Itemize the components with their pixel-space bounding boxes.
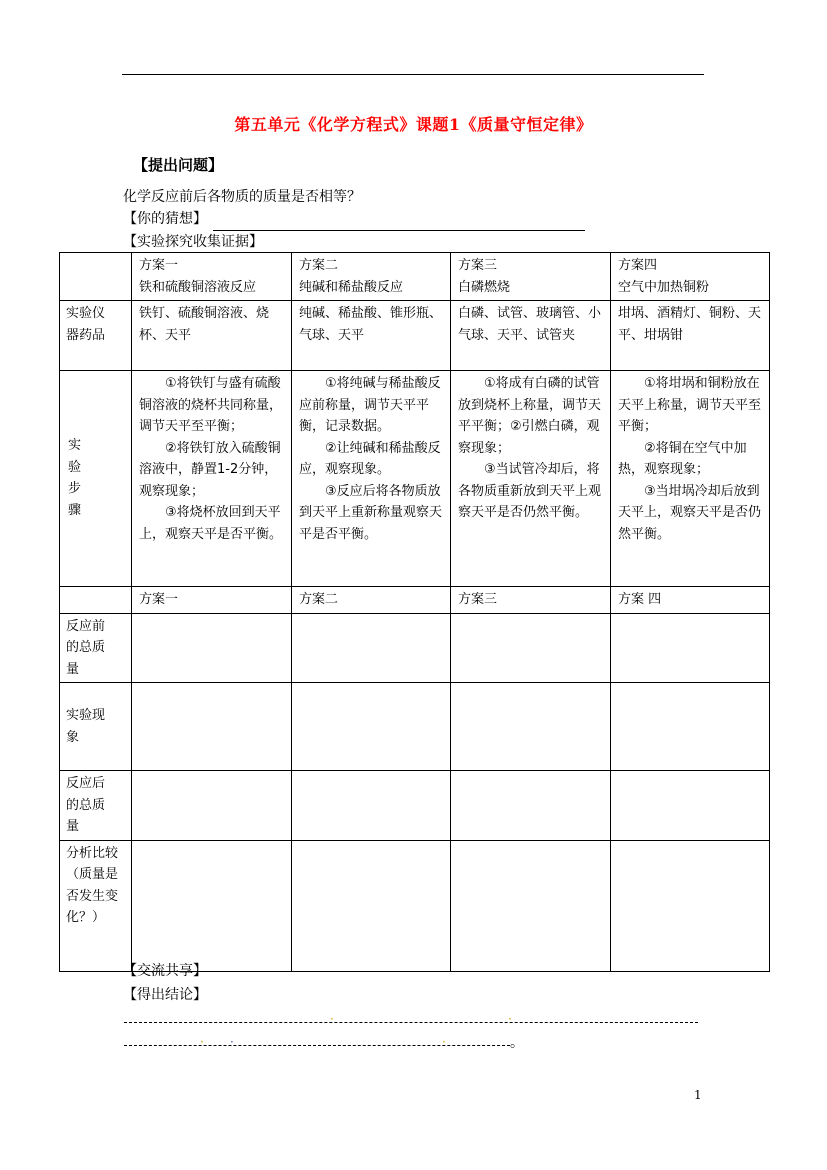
result-header-cell: 方案三 bbox=[451, 587, 611, 614]
row-label-analysis: 分析比较（质量是否发生变化？） bbox=[60, 840, 132, 971]
answer-cell[interactable] bbox=[292, 613, 451, 683]
plan-header-cell bbox=[451, 253, 611, 301]
table-corner-cell bbox=[60, 253, 132, 301]
header-rule bbox=[122, 74, 704, 75]
page-title: 第五单元《化学方程式》课题1《质量守恒定律》 bbox=[234, 115, 593, 134]
materials-cell: 白磷、试管、玻璃管、小气球、天平、试管夹 bbox=[451, 301, 611, 371]
mark-dot: · bbox=[442, 1035, 446, 1049]
plan-name: 方案三 bbox=[458, 258, 498, 273]
plan-header-cell bbox=[292, 253, 451, 301]
answer-cell[interactable] bbox=[611, 683, 770, 771]
answer-cell[interactable] bbox=[292, 840, 451, 971]
answer-cell[interactable] bbox=[451, 613, 611, 683]
answer-cell[interactable] bbox=[292, 771, 451, 841]
steps-cell: ①将成有白磷的试管放到烧杯上称量，调节天平平衡；②引燃白磷，观察现象； ③当试管冷却后，将各物质重新放到天平上观察天平是否仍然平衡。 bbox=[451, 371, 611, 587]
row-label-after-mass: 反应后的总质量 bbox=[60, 771, 132, 841]
answer-cell[interactable] bbox=[132, 771, 292, 841]
collect-evidence-label: 【实验探究收集证据】 bbox=[123, 234, 263, 250]
plan-description: 铁和硫酸铜溶液反应 bbox=[139, 279, 257, 295]
page-number: 1 bbox=[694, 1088, 702, 1102]
table-empty-cell bbox=[60, 587, 132, 614]
answer-cell[interactable] bbox=[132, 683, 292, 771]
steps-cell: ①将纯碱与稀盐酸反应前称量，调节天平平衡，记录数据。 ②让纯碱和稀盐酸反应，观察现象。 ③反应后将各物质放到天平上重新称量观察天平是否平衡。 bbox=[292, 371, 451, 587]
plan-description: 白磷燃烧 bbox=[458, 279, 511, 295]
table-row bbox=[60, 771, 770, 841]
mark-dot: · bbox=[508, 1012, 512, 1026]
answer-cell[interactable] bbox=[292, 683, 451, 771]
row-label-steps: 实验步骤 bbox=[60, 371, 132, 587]
result-header-cell: 方案一 bbox=[132, 587, 292, 614]
mark-dot: · bbox=[330, 1012, 334, 1026]
row-label-phenomenon: 实验现象 bbox=[60, 683, 132, 771]
table-row bbox=[60, 301, 770, 371]
answer-cell[interactable] bbox=[611, 771, 770, 841]
table-row bbox=[60, 683, 770, 771]
steps-cell: ①将铁钉与盛有硫酸铜溶液的烧杯共同称量，调节天平至平衡； ②将铁钉放入硫酸铜溶液中，静置1-2分钟，观察现象； ③将烧杯放回到天平上，观察天平是否平衡。 bbox=[132, 371, 292, 587]
plan-name: 方案二 bbox=[299, 258, 339, 273]
answer-cell[interactable] bbox=[132, 840, 292, 971]
materials-cell: 坩埚、酒精灯、铜粉、天平、坩埚钳 bbox=[611, 301, 770, 371]
answer-cell[interactable] bbox=[132, 613, 292, 683]
plan-name: 方案四 bbox=[618, 258, 658, 273]
question-text: 化学反应前后各物质的质量是否相等？ bbox=[123, 189, 361, 205]
answer-cell[interactable] bbox=[451, 683, 611, 771]
materials-cell: 纯碱、稀盐酸、锥形瓶、气球、天平 bbox=[292, 301, 451, 371]
experiment-table bbox=[59, 252, 770, 972]
result-header-cell: 方案二 bbox=[292, 587, 451, 614]
question-heading: 【提出问题】 bbox=[133, 156, 224, 174]
table-row bbox=[60, 613, 770, 683]
table-row bbox=[60, 587, 770, 614]
mark-dot: · bbox=[200, 1035, 204, 1049]
answer-cell[interactable] bbox=[611, 613, 770, 683]
plan-description: 空气中加热铜粉 bbox=[618, 279, 710, 295]
answer-cell[interactable] bbox=[451, 771, 611, 841]
row-label-before-mass: 反应前的总质量 bbox=[60, 613, 132, 683]
answer-cell[interactable] bbox=[451, 840, 611, 971]
materials-cell: 铁钉、硫酸铜溶液、烧杯、天平 bbox=[132, 301, 292, 371]
plan-name: 方案一 bbox=[139, 258, 179, 273]
plan-header-cell bbox=[132, 253, 292, 301]
table-row bbox=[60, 253, 770, 301]
mark-dot: · bbox=[230, 1035, 234, 1049]
guess-label: 【你的猜想】 bbox=[123, 211, 207, 227]
answer-cell[interactable] bbox=[611, 840, 770, 971]
plan-header-cell bbox=[611, 253, 770, 301]
guess-answer-line[interactable] bbox=[213, 230, 585, 231]
share-label: 【交流共享】 bbox=[123, 963, 207, 979]
conclusion-blank-line[interactable] bbox=[124, 1045, 510, 1046]
steps-cell: ①将坩埚和铜粉放在天平上称量，调节天平至平衡； ②将铜在空气中加热，观察现象； ③当坩埚冷却后放到天平上，观察天平是否仍然平衡。 bbox=[611, 371, 770, 587]
conclusion-blank-line[interactable] bbox=[124, 1022, 698, 1023]
conclusion-label: 【得出结论】 bbox=[123, 987, 207, 1003]
plan-description: 纯碱和稀盐酸反应 bbox=[299, 279, 404, 295]
table-row bbox=[60, 840, 770, 971]
result-header-cell: 方案 四 bbox=[611, 587, 770, 614]
row-label-materials: 实验仪器药品 bbox=[60, 301, 132, 371]
conclusion-period: 。 bbox=[510, 1035, 524, 1051]
table-row bbox=[60, 371, 770, 587]
